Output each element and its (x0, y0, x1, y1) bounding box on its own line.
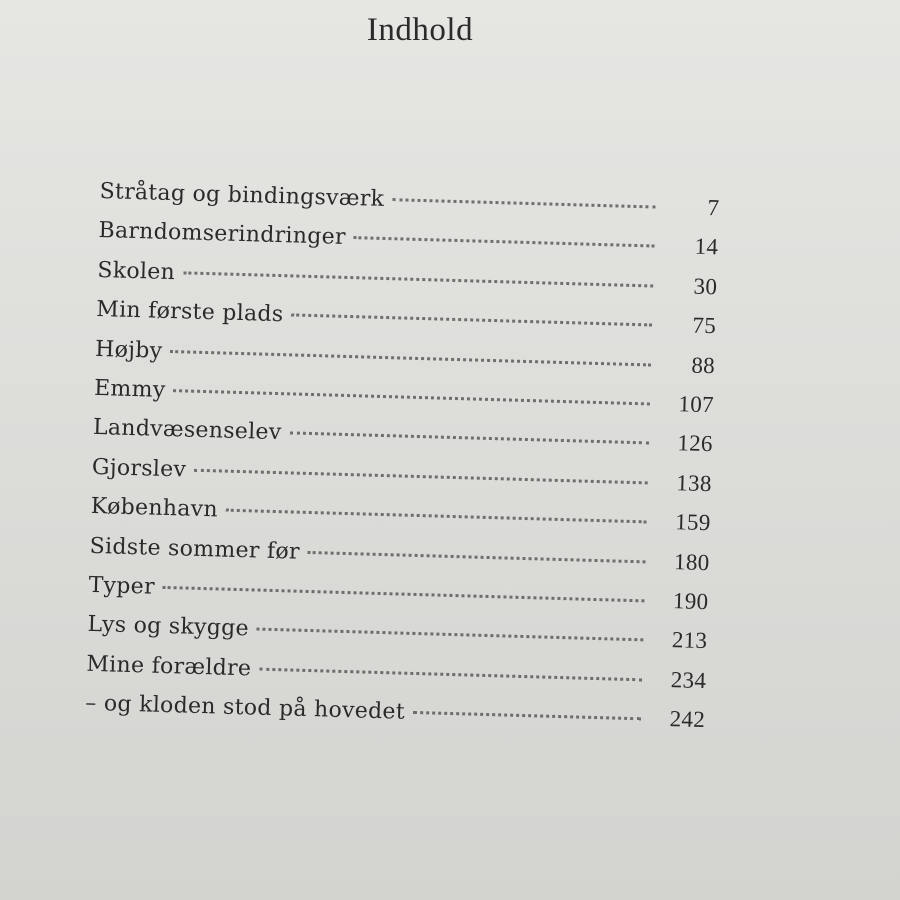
toc-entry-label: Højby (94, 336, 163, 364)
dot-leader (226, 509, 647, 524)
dot-leader (291, 314, 652, 327)
toc-entry-label: Landvæsenselev (92, 415, 282, 446)
toc-entry-label: Emmy (93, 375, 166, 403)
toc-entry-label: København (90, 494, 219, 523)
toc-entry-label: Gjorslev (91, 454, 187, 483)
dot-leader (413, 711, 641, 720)
page-title: Indhold (366, 12, 474, 48)
dot-leader (354, 236, 655, 247)
toc-entry-page: 190 (672, 588, 709, 615)
toc-entry-label: Lys og skygge (87, 612, 250, 642)
toc-entry-label: Mine forældre (86, 651, 252, 682)
toc-entry-page: 242 (669, 706, 706, 733)
dot-leader (163, 586, 645, 602)
dot-leader (194, 468, 648, 484)
toc-entry-page: 107 (678, 391, 715, 418)
table-of-contents (85, 178, 720, 747)
toc-entry-page: 180 (673, 548, 710, 575)
toc-entry-label: Skolen (97, 257, 176, 285)
dot-leader (173, 389, 649, 405)
dot-leader (257, 628, 644, 642)
dot-leader (392, 198, 655, 208)
toc-entry-page: 30 (693, 273, 718, 300)
dot-leader (308, 550, 646, 562)
toc-entry-label: Barndomserindringer (98, 218, 347, 251)
dot-leader (170, 350, 651, 366)
toc-entry-page: 213 (671, 627, 708, 654)
toc-entry-label: Stråtag og bindingsværk (99, 178, 385, 212)
toc-entry-page: 138 (675, 469, 713, 496)
dot-leader (289, 432, 648, 445)
toc-entry-page: 75 (692, 312, 717, 339)
toc-entry-label: Sidste sommer før (89, 533, 301, 565)
toc-entry-page: 88 (691, 352, 716, 378)
toc-entry-page: 126 (677, 430, 714, 457)
toc-entry-page: 7 (707, 194, 720, 221)
toc-entry-page: 14 (694, 234, 719, 260)
dot-leader (259, 667, 642, 681)
toc-entry-page: 234 (670, 666, 707, 693)
dot-leader (183, 271, 653, 287)
toc-entry-label: Min første plads (95, 297, 284, 328)
toc-entry-page: 159 (674, 509, 711, 536)
toc-entry-label: – og kloden stod på hovedet (84, 690, 406, 725)
toc-entry-label: Typer (88, 572, 156, 600)
